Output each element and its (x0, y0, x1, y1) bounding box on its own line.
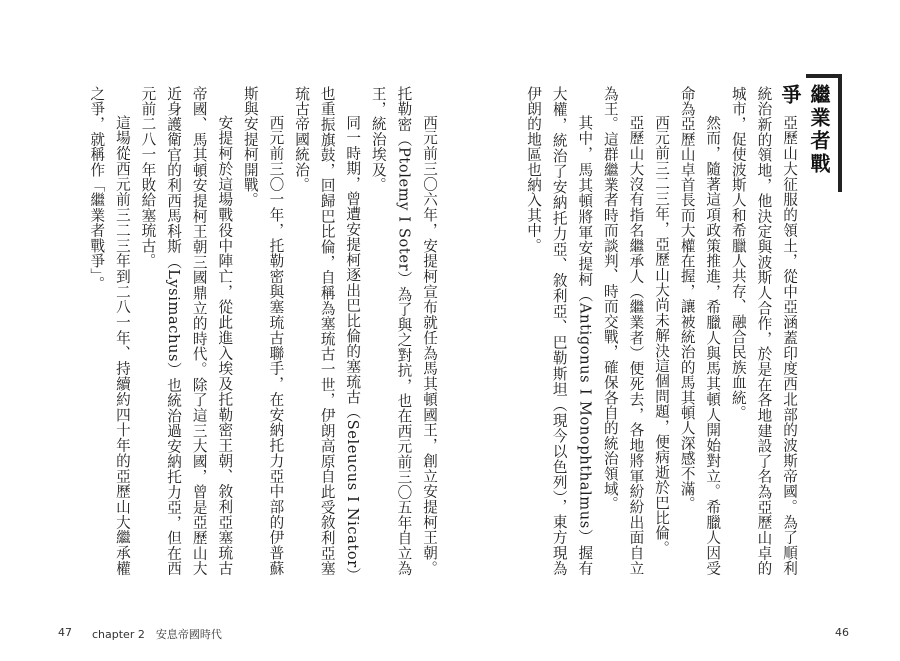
page-number-right: 46 (835, 626, 849, 639)
right-page-body (508, 86, 848, 576)
left-page-body (70, 86, 442, 576)
paragraph: 安提柯於這場戰役中陣亡，從此進入埃及托勒密王朝、敘利亞塞琉古帝國、馬其頓安提柯王朝三國鼎立的時代。除了這三大國，曾是亞歷山大近身護衛官的利西馬科斯（Lysimachus）也統治過安納托力亞，但在西元前二八一年敗給塞琉古。 (139, 86, 234, 576)
paragraph: 然而，隨著這項政策推進，希臘人與馬其頓人開始對立。希臘人因受命為亞歷山卓首長而大權在握，讓被統治的馬其頓人深感不滿。 (678, 86, 722, 576)
paragraph: 同一時期，曾遭安提柯逐出巴比倫的塞琉古（Seleucus I Nicator）也重振旗鼓，回歸巴比倫，自稱為塞琉古一世，伊朗高原自此受敘利亞塞琉古帝國統治。 (293, 86, 362, 576)
paragraph: 亞歷山大沒有指名繼承人（繼業者）便死去，各地將軍紛紛出面自立為王。這群繼業者時而談判、時而交戰，確保各自的統治領域。 (601, 86, 645, 576)
paragraph: 西元前三〇一年，托勒密與塞琉古聯手，在安納托力亞中部的伊普蘇斯與安提柯開戰。 (241, 86, 285, 576)
paragraph: 亞歷山大征服的領土，從中亞涵蓋印度西北部的波斯帝國。為了順利統治新的領地，他決定與波斯人合作，於是在各地建設了名為亞歷山卓的城市，促使波斯人和希臘人共存、融合民族血統。 (729, 86, 798, 576)
running-head: chapter 2 安息帝國時代 (92, 628, 222, 641)
paragraph: 這場從西元前三二三年到二八一年、持續約四十年的亞歷山大繼承權之爭，就稱作「繼業者戰爭」。 (88, 86, 131, 576)
heading-rule-top (806, 74, 842, 78)
paragraph: 其中，馬其頓將軍安提柯（Antigonus I Monophthalmus）握有大權，統治了安納托力亞、敘利亞、巴勒斯坦（現今以色列），東方現為伊朗的地區也納入其中。 (525, 86, 594, 576)
page-number-left: 47 (58, 626, 72, 639)
paragraph: 西元前三二三年，亞歷山大尚未解決這個問題，便病逝於巴比倫。 (653, 115, 671, 556)
section-heading: 繼業者戰爭 (778, 84, 831, 176)
paragraph: 西元前三〇六年，安提柯宣布就任為馬其頓國王，創立安提柯王朝。托勒密（Ptolemy I Soter）為了與之對抗，也在西元前三〇五年自立為王，統治埃及。 (369, 86, 438, 576)
